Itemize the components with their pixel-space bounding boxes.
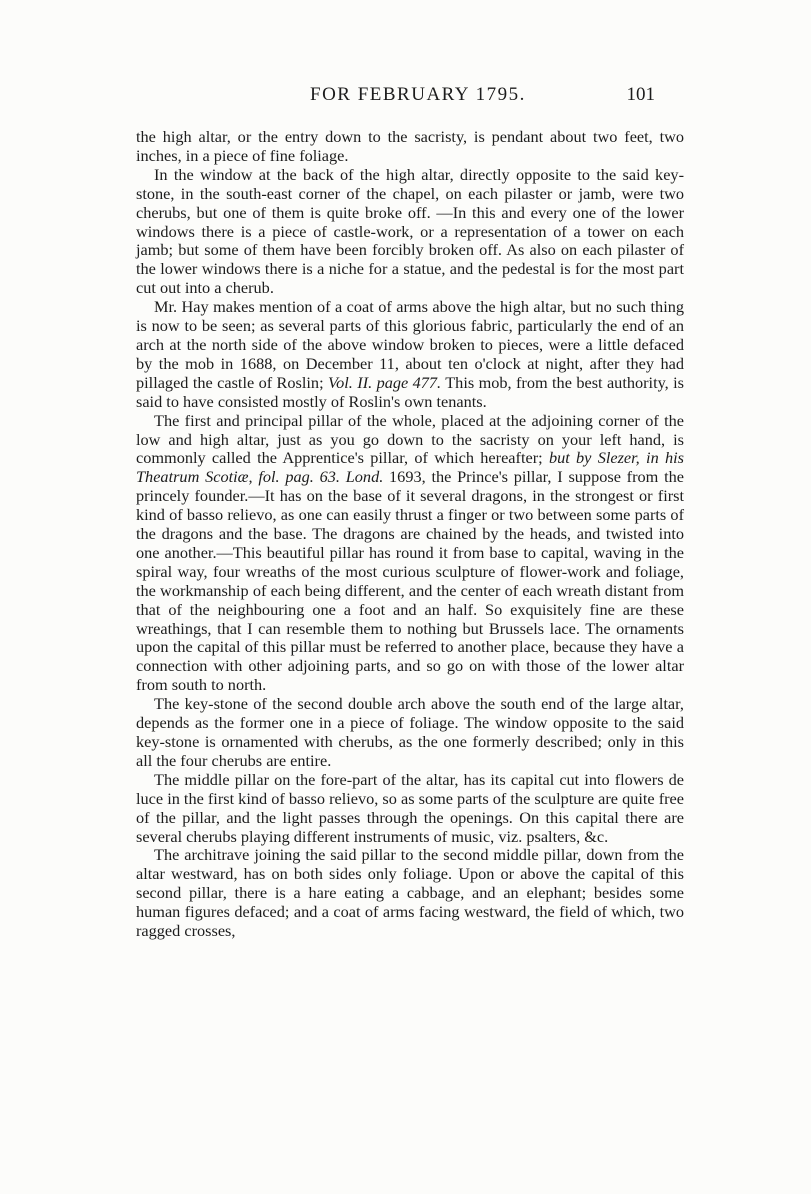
paragraph-5: The key-stone of the second double arch above the south end of the large altar, depends as the former one in a piece of foliage. The window opposite to the said key-stone is ornamented with cherubs, as the one formerly described; only in this all the four cherubs are entire. (136, 694, 684, 770)
paragraph-3-reference: Vol. II. page 477. (328, 372, 442, 392)
paragraph-2: In the window at the back of the high altar, directly opposite to the said key-stone, in the south-east corner of the chapel, on each pilaster or jamb, were two cherubs, but one of them is quite broke off. —In this and every one of the lower windows there is a piece of castle-work, or a representation of a tower on each jamb; but some of them have been forcibly broken off. As also on each pilaster of the lower windows there is a niche for a statue, and the pedestal is for the most part cut out into a cherub. (136, 164, 684, 298)
paragraph-3-text-a: Mr. Hay makes mention of a coat of arms above the high altar, but no such thing is now to be seen; as several parts of this glorious fabric, particularly the end of an arch at the north side of the above window broken to pieces, were a little defaced by the mob in 1688, on December 11, about ten o'clock at night, after they had pillaged the castle of Roslin; (136, 297, 684, 392)
running-title: FOR FEBRUARY 1795. (310, 84, 526, 105)
running-head (160, 84, 655, 114)
paragraph-4-text-b: 1693, the Prince's pillar, I suppose from the princely founder.—It has on the base of it several dragons, in the strongest or first kind of basso relievo, as one can easily thrust a finger or two between some parts of the dragons and the base. The dragons are chained by the heads, and twisted into one another.—This beautiful pillar has round it from base to capital, waving in the spiral way, four wreaths of the most curious sculpture of flower-work and foliage, the workmanship of each being different, and the center of each wreath distant from that of the neighbouring one a foot and an half. So exquisitely fine are these wreathings, that I can resemble them to nothing but Brussels lace. The ornaments upon the capital of this pillar must be referred to another place, because they have a connection with other adjoining parts, and so go on with those of the lower altar from south to north. (136, 467, 684, 695)
paragraph-4 (136, 412, 684, 696)
page-number: 101 (626, 84, 655, 105)
paragraph-3-text-b: This mob, from the best authority, is said to have consisted mostly of Roslin's own tenants. (136, 372, 684, 411)
body-text (136, 128, 684, 941)
paragraph-7: The architrave joining the said pillar to the second middle pillar, down from the altar westward, has on both sides only foliage. Upon or above the capital of this second pillar, there is a hare eating a cabbage, and an elephant; besides some human figures defaced; and a coat of arms facing westward, the field of which, two ragged crosses, (136, 845, 684, 941)
paragraph-4-reference: but by Slezer, in his Theatrum Scotiæ, fol. pag. 63. Lond. (136, 448, 684, 487)
paragraph-4-text-a: The first and principal pillar of the whole, placed at the adjoining corner of the low and high altar, just as you go down to the sacristy on your left hand, is commonly called the Apprentice's pillar, of which hereafter; (136, 410, 684, 468)
paragraph-1: the high altar, or the entry down to the sacristy, is pendant about two feet, two inches, in a piece of fine foliage. (136, 127, 684, 165)
paragraph-6: The middle pillar on the fore-part of the altar, has its capital cut into flowers de luce in the first kind of basso relievo, so as some parts of the sculpture are quite free of the pillar, and the light passes through the openings. On this capital there are several cherubs playing different instruments of music, viz. psalters, &c. (136, 769, 684, 846)
paragraph-3 (136, 298, 684, 411)
